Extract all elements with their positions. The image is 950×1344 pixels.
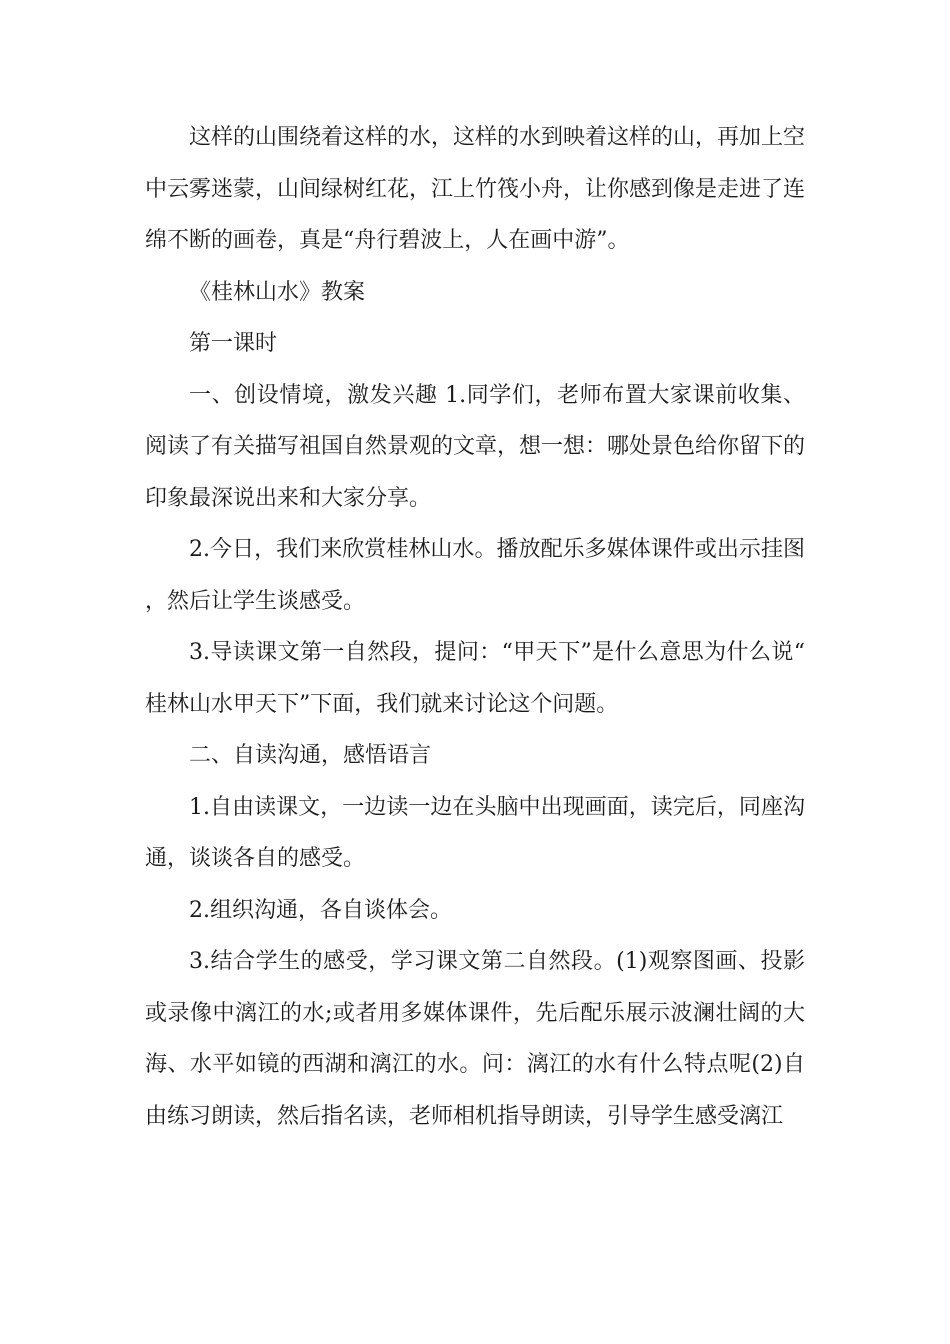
- section-two-step-1: 1.自由读课文，一边读一边在头脑中出现画面，读完后，同座沟通，谈谈各自的感受。: [145, 794, 805, 871]
- section-two-heading: 二、自读沟通，感悟语言: [189, 743, 432, 768]
- document-body: [145, 112, 805, 1142]
- section-one-step-2: 2.今日，我们来欣赏桂林山水。播放配乐多媒体课件或出示挂图，然后让学生谈感受。: [145, 537, 805, 614]
- section-two-step-3: 3.结合学生的感受，学习课文第二自然段。(1)观察图画、投影或录像中漓江的水;或者用多媒体课件，先后配乐展示波澜壮阔的大海、水平如镜的西湖和漓江的水。问：漓江的水有什么特点呢(2)自由练习朗读，然后指名读，老师相机指导朗读，引导学生感受漓江: [145, 949, 805, 1129]
- lesson-plan-title: 《桂林山水》教案: [189, 279, 366, 305]
- section-one-intro: 一、创设情境，激发兴趣 1.同学们，老师布置大家课前收集、阅读了有关描写祖国自然景观的文章，想一想：哪处景色给你留下的印象最深说出来和大家分享。: [145, 382, 806, 511]
- section-two-step-2: 2.组织沟通，各自谈体会。: [189, 897, 452, 923]
- lesson-period-heading: 第一课时: [189, 331, 278, 356]
- section-one-step-3: 3.导读课文第一自然段，提问：“甲天下”是什么意思为什么说“桂林山水甲天下”下面，我们就来讨论这个问题。: [145, 640, 805, 717]
- paragraph-scenery: 这样的山围绕着这样的水，这样的水到映着这样的山，再加上空中云雾迷蒙，山间绿树红花，江上竹筏小舟，让你感到像是走进了连绵不断的画卷，真是“舟行碧波上，人在画中游”。: [145, 125, 806, 253]
